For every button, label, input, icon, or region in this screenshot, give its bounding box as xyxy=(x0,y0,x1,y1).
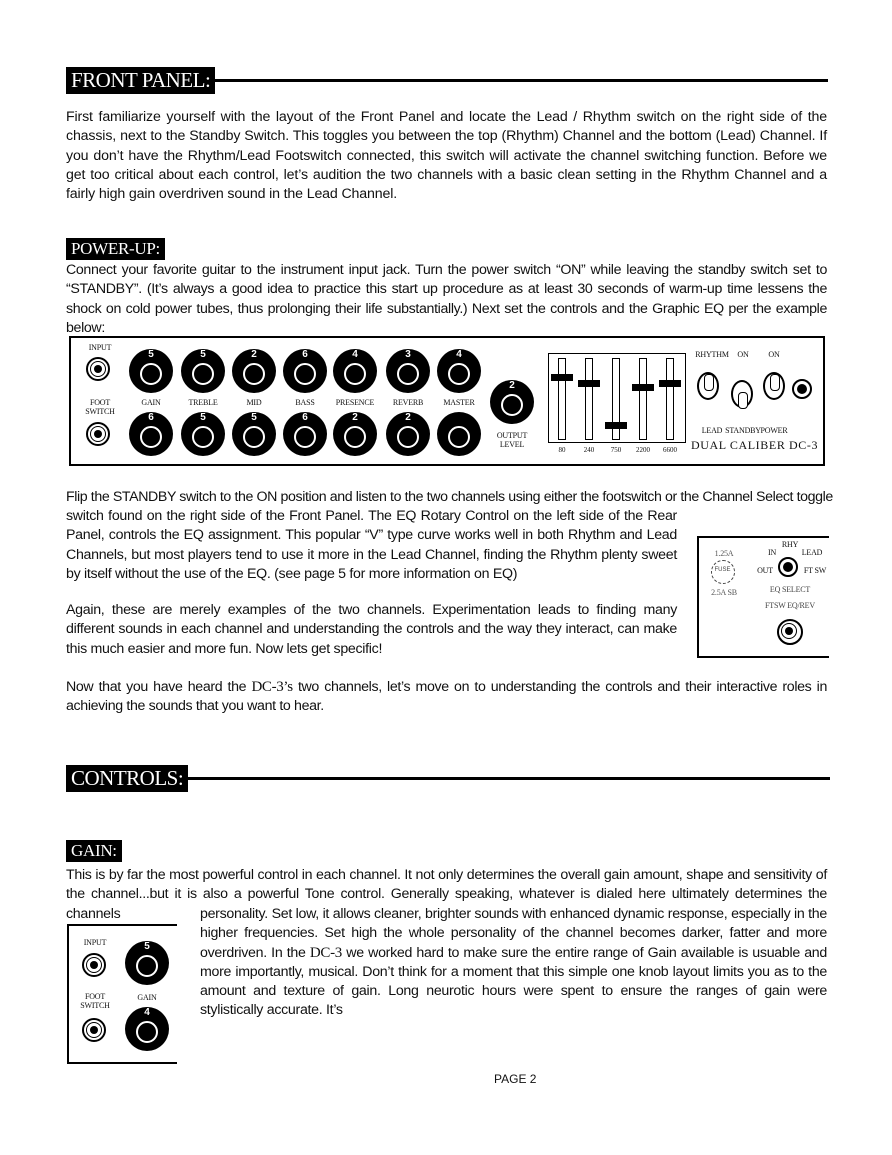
eq-band-label: 240 xyxy=(583,446,595,454)
front-panel-paragraph: First familiarize yourself with the layout of the Front Panel and locate the Lead / Rhythm switch on the right side of the chassis, next to the Standby Switch. This toggles you between the top (Rhythm) Channel and the bottom (Lead) Channel. If you don’t have the Rhythm/Lead Footswitch connected, this switch will activate the channel switching function. Before we get too critical about each control, let’s audition the two channels with a basic clean setting in the Rhythm Channel and a fairly high gain overdriven sound in the Lead Channel. xyxy=(66,109,827,203)
power-up-heading xyxy=(66,238,165,260)
knob-value: 6 xyxy=(302,349,308,360)
rhy-label: RHY xyxy=(781,540,799,549)
fuse-holder-icon xyxy=(711,560,735,584)
standby-label: STANDBY xyxy=(725,426,761,435)
output-level-label: OUTPUT LEVEL xyxy=(496,431,528,449)
output-level-value: 2 xyxy=(509,380,515,391)
knob-value: 2 xyxy=(251,349,257,360)
lead-knob-master xyxy=(437,412,481,456)
rhythm-lead-toggle xyxy=(697,372,719,400)
model-name: DC-3’s xyxy=(251,679,293,695)
eq-slider-cap-750 xyxy=(605,422,627,429)
lead-knob-presence xyxy=(333,412,377,456)
ftsw-eq-rev-label: FTSW EQ/REV xyxy=(765,601,815,610)
gain-lead-value: 4 xyxy=(144,1007,150,1018)
front-panel-diagram xyxy=(69,336,825,466)
knob-value: 6 xyxy=(302,412,308,423)
rhythm-knob-bass xyxy=(283,349,327,393)
eq-band-label: 6600 xyxy=(663,446,677,454)
lead-label: LEAD xyxy=(701,426,723,435)
knob-value: 5 xyxy=(148,349,154,360)
gain-diagram xyxy=(67,924,177,1064)
footswitch-label: FOOT SWITCH xyxy=(85,398,115,416)
eq-slider-track xyxy=(585,358,593,440)
heading-rule xyxy=(188,777,830,780)
rhythm-knob-master xyxy=(437,349,481,393)
power-up-paragraph: Connect your favorite guitar to the instrument input jack. Turn the power switch “ON” while leaving the standby switch set to “STANDBY”. (It’s always a good idea to practice this start up procedure as at least 30 seconds of warm-up time lessens the shock on cold power tubes, thus prolonging their life substantially.) Next set the controls and the Graphic EQ per the example below: xyxy=(66,262,827,336)
ftsw-label: FT SW xyxy=(803,566,827,575)
rhythm-knob-treble xyxy=(181,349,225,393)
input-jack xyxy=(82,953,106,977)
again-paragraph: Again, these are merely examples of the two channels. Experimentation leads to finding many different sounds in each channel and understanding the controls and the way they interact, can make this much easier and more fun. Now lets get specific! xyxy=(66,602,677,657)
fuse-label: FUSE xyxy=(714,567,731,573)
knob-label-mid: MID xyxy=(246,398,262,407)
knob-label-bass: BASS xyxy=(295,398,315,407)
power-toggle xyxy=(763,372,785,400)
knob-value: 4 xyxy=(456,349,462,360)
power-on-label: ON xyxy=(768,350,780,359)
power-up-title: POWER-UP: xyxy=(66,238,165,260)
knob-label-reverb: REVERB xyxy=(392,398,424,407)
lead-knob-treble xyxy=(181,412,225,456)
now-paragraph: Now that you have heard the DC-3’s two channels, let’s move on to understanding the controls and their interactive roles in achieving the sounds that you want to hear. xyxy=(66,679,827,715)
eq-slider-cap-240 xyxy=(578,380,600,387)
lead-knob-gain xyxy=(129,412,173,456)
eq-slider-track xyxy=(558,358,566,440)
knob-value: 2 xyxy=(352,412,358,423)
input-jack xyxy=(86,357,110,381)
controls-heading xyxy=(66,765,830,792)
knob-label-treble: TREBLE xyxy=(188,398,218,407)
brand-logo: DUAL CALIBER DC-3 xyxy=(691,438,819,452)
knob-label-gain: GAIN xyxy=(141,398,161,407)
knob-value: 4 xyxy=(352,349,358,360)
footswitch-jack xyxy=(82,1018,106,1042)
heading-rule xyxy=(215,79,828,82)
out-label: OUT xyxy=(757,566,773,575)
eq-band-label: 750 xyxy=(610,446,622,454)
knob-value: 6 xyxy=(148,412,154,423)
page-number: PAGE 2 xyxy=(494,1072,537,1086)
knob-label-master: MASTER xyxy=(443,398,475,407)
knob-value: 5 xyxy=(251,412,257,423)
input-label: INPUT xyxy=(88,343,112,352)
rhythm-switch-label: RHYTHM xyxy=(695,350,729,359)
lead-knob-bass xyxy=(283,412,327,456)
gain-label: GAIN xyxy=(137,993,157,1002)
eq-band-label: 80 xyxy=(558,446,566,454)
footswitch-jack xyxy=(86,422,110,446)
lead-knob-mid xyxy=(232,412,276,456)
power-label: POWER xyxy=(760,426,788,435)
model-name: DC-3 xyxy=(309,944,342,961)
standby-paragraph: switch found on the right side of the Front Panel. The EQ Rotary Control on the left side of the Rear Panel, controls the EQ assignment. This popular “V” type curve works well in both Rhythm and Lead Channels, but most players tend to use it more in the Lead Channel, finding the Rhythm plenty sweet by itself without the use of the EQ. (see page 5 for more information on EQ) xyxy=(66,508,677,582)
rhythm-knob-gain xyxy=(129,349,173,393)
in-label: IN xyxy=(767,548,777,557)
knob-value: 2 xyxy=(405,412,411,423)
standby-first-line: Flip the STANDBY switch to the ON position and listen to the two channels using either the footswitch or the Channel Select toggle xyxy=(66,489,833,505)
rhythm-knob-mid xyxy=(232,349,276,393)
gain-paragraph-side: personality. Set low, it allows cleaner, brighter sounds with enhanced dynamic response, especially in the higher frequencies. Set high the whole personality of the channel becomes darker, fatter and more overdriven. In the DC-3 we worked hard to make sure the entire range of Gain available is usuable and more importantly, musical. Don’t think for a moment that this simple one knob layout limits you as to the amount and texture of gain. Long neurotic hours were spent to ensure the ranges of gain were stylistically accurate. It’s xyxy=(200,906,827,1019)
output-level-knob xyxy=(490,380,534,424)
front-panel-heading xyxy=(66,67,828,94)
eq-slider-cap-80 xyxy=(551,374,573,381)
gain-knob-rhythm xyxy=(125,941,169,985)
fuse-bottom-rating: 2.5A SB xyxy=(711,588,737,597)
lead-ch-label: LEAD xyxy=(801,548,823,557)
eq-slider-track xyxy=(639,358,647,440)
ftsw-eq-rev-jack xyxy=(777,619,803,645)
eq-slider-cap-6600 xyxy=(659,380,681,387)
knob-value: 3 xyxy=(405,349,411,360)
footswitch-label: FOOT SWITCH xyxy=(80,992,110,1010)
knob-value: 5 xyxy=(200,349,206,360)
knob-label-presence: PRESENCE xyxy=(335,398,375,407)
gain-title: GAIN: xyxy=(66,840,122,862)
eq-slider-cap-2200 xyxy=(632,384,654,391)
gain-paragraph-top: This is by far the most powerful control in each channel. It not only determines the overall gain amount, shape and sensitivity of the channel...but it is also a powerful Tone control. Generally speaking, whatever is dialed here ultimately determines the channels xyxy=(66,867,827,922)
fuse-top-rating: 1.25A xyxy=(714,549,734,558)
rear-panel-diagram xyxy=(697,536,829,658)
front-panel-title: FRONT PANEL: xyxy=(66,67,215,94)
controls-title: CONTROLS: xyxy=(66,765,188,792)
eq-slider-track xyxy=(666,358,674,440)
rhythm-knob-reverb xyxy=(386,349,430,393)
gain-heading xyxy=(66,840,122,862)
eq-select-knob-icon xyxy=(778,557,798,577)
eq-select-label: EQ SELECT xyxy=(769,585,811,594)
rhythm-knob-presence xyxy=(333,349,377,393)
gain-rhythm-value: 5 xyxy=(144,941,150,952)
standby-on-label: ON xyxy=(737,350,749,359)
eq-band-label: 2200 xyxy=(636,446,650,454)
gain-knob-lead xyxy=(125,1007,169,1051)
input-label: INPUT xyxy=(83,938,107,947)
lead-knob-reverb xyxy=(386,412,430,456)
standby-toggle xyxy=(731,380,753,408)
knob-value: 5 xyxy=(200,412,206,423)
power-lamp xyxy=(792,379,812,399)
